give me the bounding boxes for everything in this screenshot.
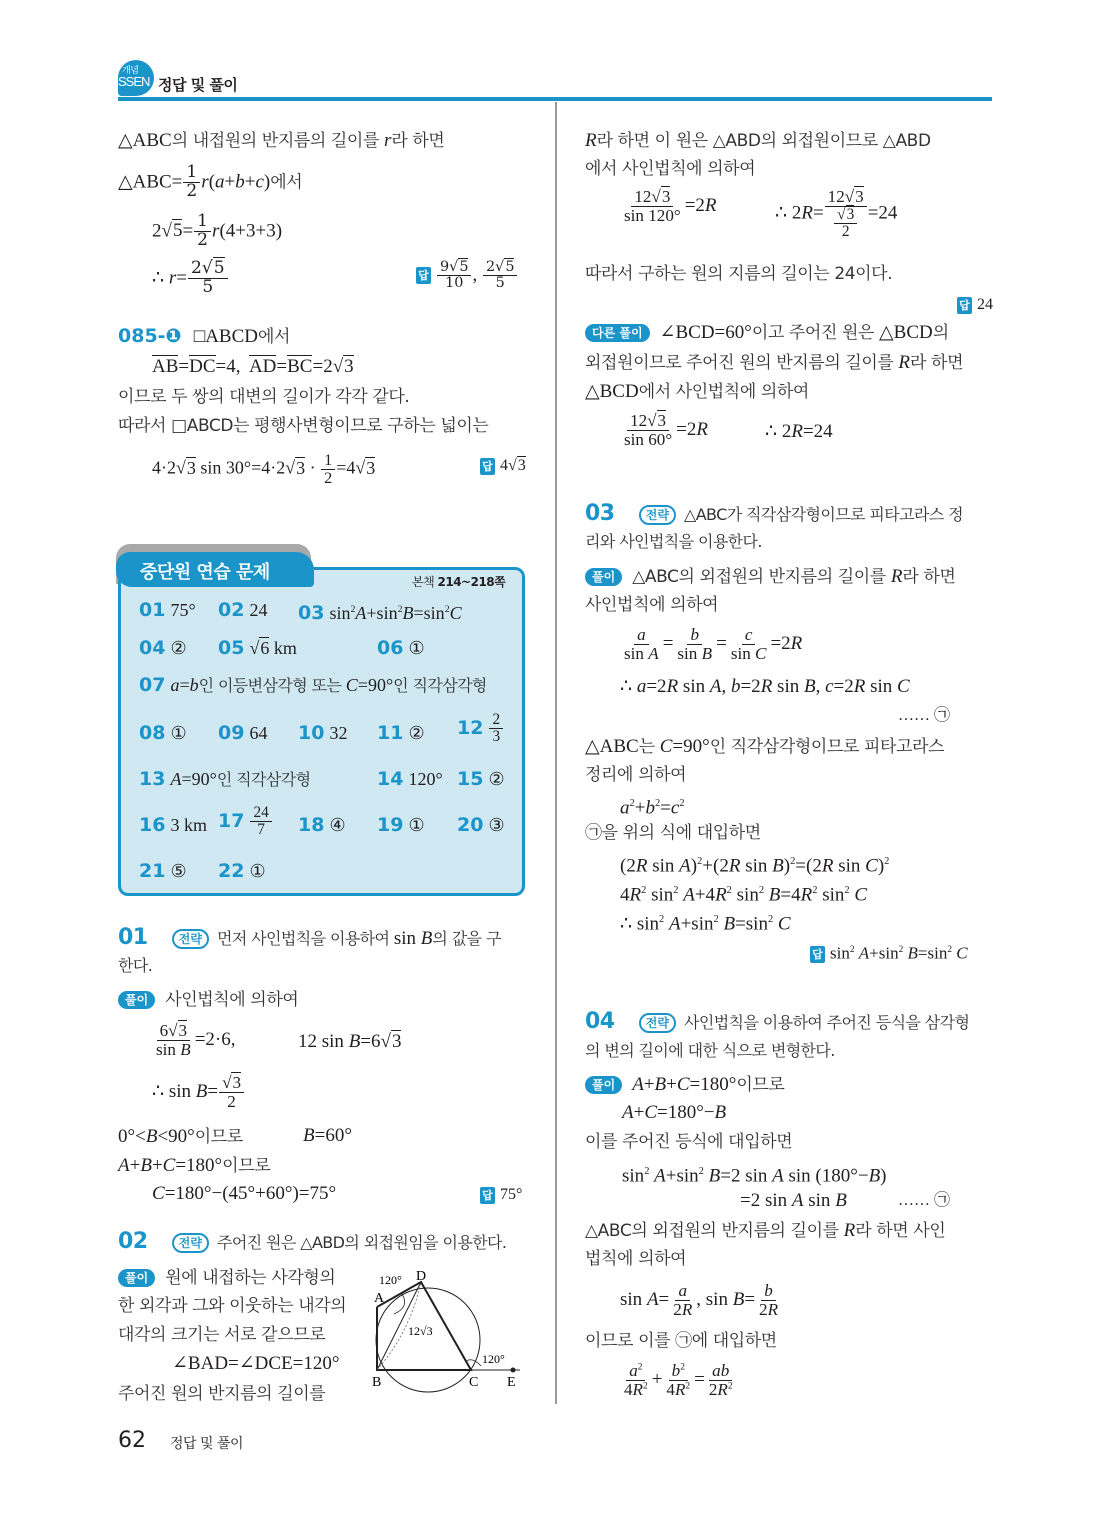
p02-solution-1: 풀이 원에 내접하는 사각형의 xyxy=(118,1265,335,1290)
review-item: 16 3 km xyxy=(139,814,207,836)
review-item: 10 32 xyxy=(298,722,348,744)
solution-tag: 풀이 xyxy=(585,1076,622,1094)
p02-solution-3: 대각의 크기는 서로 같으므로 xyxy=(118,1325,326,1345)
review-item: 17 $\frac{24}{7}$ xyxy=(218,805,273,838)
p04-solution-3: 이를 주어진 등식에 대입하면 xyxy=(585,1132,793,1152)
p04-solution-7: 법칙에 의하여 xyxy=(585,1249,687,1269)
review-item: 03 $\sin^2A+\sin^2B=\sin^2C$ xyxy=(298,601,462,624)
p02-solution-4: ∠BAD=∠DCE=120° xyxy=(172,1353,340,1374)
p085-answer: 답 4√3 xyxy=(480,454,526,478)
p01-solution-3: ∴ sin B= $\frac{√3}{2}$ xyxy=(152,1074,245,1111)
review-item: 14 120° xyxy=(377,768,443,790)
p02-cont-2: 에서 사인법칙에 의하여 xyxy=(585,159,756,179)
p02-alt-4b: ∴ 2R=24 xyxy=(765,421,833,442)
p04-solution-8: sin A= $\frac{a}{2R}$ , sin B= $\frac{b}{2R}$ xyxy=(620,1281,779,1319)
p01-solution-1: 풀이 사인법칙에 의하여 xyxy=(118,987,298,1012)
svg-text:C: C xyxy=(469,1375,479,1390)
p02-cont-3b: ∴ 2R= $\frac{12√3}{\frac{√3}{2}}$ =24 xyxy=(775,187,898,241)
review-item: 01 75° xyxy=(139,599,196,621)
strategy-tag: 전략 xyxy=(172,929,209,949)
answer-badge: 답 xyxy=(416,267,431,284)
p03-solution-4: ∴ a=2R sin A, b=2R sin B, c=2R sin C xyxy=(620,676,910,697)
review-item: 06 ① xyxy=(377,637,425,659)
p085-line-2: AB=DC=4, AD=BC=2√3 xyxy=(152,356,354,377)
review-item: 04 ② xyxy=(139,637,187,659)
p01-solution-2b: 12 sin B=6√3 xyxy=(298,1031,402,1052)
p02-alt-3: △BCD에서 사인법칙에 의하여 xyxy=(585,381,809,402)
header-title: 정답 및 풀이 xyxy=(158,76,238,94)
intro-answer: 답 $\frac{9√5}{10}$ , $\frac{2√5}{5}$ xyxy=(416,260,518,291)
column-divider xyxy=(555,102,557,1404)
p01-solution-2: $\frac{6√3}{\text{sin B}}$ =2·6, xyxy=(156,1021,236,1059)
p04-solution-2: A+C=180°−B xyxy=(622,1102,727,1123)
intro-line-3: 2√5= $\frac{1}{2}$ r(4+3+3) xyxy=(152,211,283,250)
p03-solution-11: ∴ $\sin^2 A+\sin^2$ $B=\sin^2$ C xyxy=(620,913,791,935)
solution-tag: 풀이 xyxy=(585,568,622,586)
p03-solution-9: (2R sin A)$^2$+(2R sin B)$^2$=(2R sin C)$^2$ xyxy=(620,855,890,877)
p01-solution-6: C=180°−(45°+60°)=75° xyxy=(152,1183,337,1204)
p085-line-4: 따라서 □ABCD는 평행사변형이므로 구하는 넓이는 xyxy=(118,416,489,436)
p085-line-3: 이므로 두 쌍의 대변의 길이가 각각 같다. xyxy=(118,387,410,407)
svg-text:E: E xyxy=(507,1375,516,1390)
review-title: 중단원 연습 문제 xyxy=(116,552,314,587)
p03-solution-1: 풀이 △ABC의 외접원의 반지름의 길이를 R라 하면 xyxy=(585,564,956,589)
p04-strategy: 04 전략 사인법칙을 이용하여 주어진 등식을 삼각형 xyxy=(585,1009,970,1034)
svg-text:B: B xyxy=(372,1375,382,1390)
review-item: 18 ④ xyxy=(298,814,346,836)
p04-mark-1: …… ㉠ xyxy=(898,1192,951,1209)
strategy-tag: 전략 xyxy=(172,1233,209,1253)
p01-strategy-cont: 한다. xyxy=(118,956,153,975)
page-number: 62 xyxy=(118,1428,146,1453)
p01-answer: 답 75° xyxy=(480,1183,522,1207)
review-item: 19 ① xyxy=(377,814,425,836)
p02-cont-4: 따라서 구하는 원의 지름의 길이는 24이다. xyxy=(585,264,893,284)
p03-solution-3: $\frac{a}{\text{sin A}}$ = $\frac{b}{\text{sin B}}$ = $\frac{c}{\text{sin C}}$ =2R xyxy=(624,625,803,663)
label-A: A xyxy=(374,1291,385,1306)
p03-solution-10: $4R^2$ $\sin^2 A+4R^2$ $\sin^2 B=4R^2$ $\sin^2 C$ xyxy=(620,884,868,906)
footer-title: 정답 및 풀이 xyxy=(170,1436,244,1452)
review-item: 02 24 xyxy=(218,599,268,621)
p03-answer: 답 $\sin^2 A+\sin^2$ $B=\sin^2$ C xyxy=(810,938,968,966)
ssen-logo: 개념 SSEN xyxy=(118,60,154,96)
review-item: 07 a=b인 이등변삼각형 또는 C=90°인 직각삼각형 xyxy=(139,674,487,696)
review-page-ref: 본책 214~218쪽 xyxy=(412,575,506,589)
strategy-tag: 전략 xyxy=(639,505,676,525)
p01-strategy: 01 전략 먼저 사인법칙을 이용하여 sin B의 값을 구 xyxy=(118,925,501,950)
review-item: 08 ① xyxy=(139,722,187,744)
p04-solution-10: $\frac{a^2}{4R^2}$ + $\frac{b^2}{4R^2}$ = $\frac{ab}{2R^2}$ xyxy=(624,1361,733,1399)
p02-answer: 답 24 xyxy=(957,293,993,317)
review-item: 15 ② xyxy=(457,768,505,790)
strategy-tag: 전략 xyxy=(639,1013,676,1033)
p085-line-5: 4·2√3 sin 30°=4·2√3 · $\frac{1}{2}$ =4√3 xyxy=(152,451,376,487)
p01-solution-4b: B=60° xyxy=(303,1125,352,1146)
p03-solution-6: 정리에 의하여 xyxy=(585,765,687,785)
p04-solution-6: △ABC의 외접원의 반지름의 길이를 R라 하면 사인 xyxy=(585,1220,946,1241)
p04-solution-9: 이므로 이를 ㉠에 대입하면 xyxy=(585,1331,777,1351)
review-item: 13 A=90°인 직각삼각형 xyxy=(139,768,311,790)
svg-text:120°: 120° xyxy=(379,1273,402,1287)
p04-solution-5: =2 sin A sin B xyxy=(740,1190,847,1211)
svg-text:D: D xyxy=(416,1269,427,1284)
p085-line-1: 085-❶ □ABCD에서 xyxy=(118,325,291,347)
p02-cont-1: R라 하면 이 원은 △ABD의 외접원이므로 △ABD xyxy=(585,130,931,151)
intro-line-2: △ABC= $\frac{1}{2}$ r(a+b+c)에서 xyxy=(118,162,303,201)
p03-solution-8: ㉠을 위의 식에 대입하면 xyxy=(585,823,761,843)
page-header xyxy=(118,60,992,102)
p02-solution-2: 한 외각과 그와 이웃하는 내각의 xyxy=(118,1296,347,1316)
p04-solution-1: 풀이 A+B+C=180°이므로 xyxy=(585,1072,784,1097)
p03-solution-7: $a^2+b^2=c^2$ xyxy=(620,797,685,819)
p02-alt-1: 다른 풀이 ∠BCD=60°이고 주어진 원은 △BCD의 xyxy=(585,320,949,345)
p03-strategy-cont: 리와 사인법칙을 이용한다. xyxy=(585,532,762,551)
header-rule xyxy=(118,97,992,101)
p03-mark-1: …… ㉠ xyxy=(898,707,951,724)
p03-solution-2: 사인법칙에 의하여 xyxy=(585,595,719,615)
review-item: 21 ⑤ xyxy=(139,860,187,882)
p03-solution-5: △ABC는 C=90°인 직각삼각형이므로 피타고라스 xyxy=(585,736,945,757)
p01-solution-5: A+B+C=180°이므로 xyxy=(118,1155,271,1176)
p02-alt-2: 외접원이므로 주어진 원의 반지름의 길이를 R라 하면 xyxy=(585,352,964,373)
intro-line-4: ∴ r= $\frac{2√5}{5}$ xyxy=(152,260,229,297)
p02-alt-4: $\frac{12√3}{\sin 60^\circ}$ =2R xyxy=(624,411,708,449)
review-item: 20 ③ xyxy=(457,814,505,836)
alt-solution-tag: 다른 풀이 xyxy=(585,324,650,342)
svg-text:12√3: 12√3 xyxy=(408,1324,433,1338)
review-item: 05 √6 km xyxy=(218,637,297,659)
svg-text:120°: 120° xyxy=(482,1352,505,1366)
review-item: 22 ① xyxy=(218,860,266,882)
review-item: 12 $\frac{2}{3}$ xyxy=(457,712,504,745)
p03-strategy: 03 전략 △ABC가 직각삼각형이므로 피타고라스 정 xyxy=(585,501,963,526)
p02-cont-3: $\frac{12√3}{\sin 120^\circ}$ =2R xyxy=(624,187,717,225)
cyclic-quadrilateral-diagram xyxy=(370,1262,532,1394)
review-item: 09 64 xyxy=(218,722,268,744)
p02-solution-5: 주어진 원의 반지름의 길이를 xyxy=(118,1384,326,1404)
p01-solution-4: 0°<B<90°이므로 xyxy=(118,1126,243,1147)
p02-strategy: 02 전략 주어진 원은 △ABD의 외접원임을 이용한다. xyxy=(118,1229,507,1254)
solution-tag: 풀이 xyxy=(118,1269,155,1287)
p04-solution-4: $\sin^2 A+\sin^2$ B=2 sin A sin (180°−B) xyxy=(622,1165,887,1187)
intro-line-1: △ABC의 내접원의 반지름의 길이를 r라 하면 xyxy=(118,130,445,151)
p04-strategy-cont: 의 변의 길이에 대한 식으로 변형한다. xyxy=(585,1041,835,1060)
review-item: 11 ② xyxy=(377,722,425,744)
solution-tag: 풀이 xyxy=(118,991,155,1009)
